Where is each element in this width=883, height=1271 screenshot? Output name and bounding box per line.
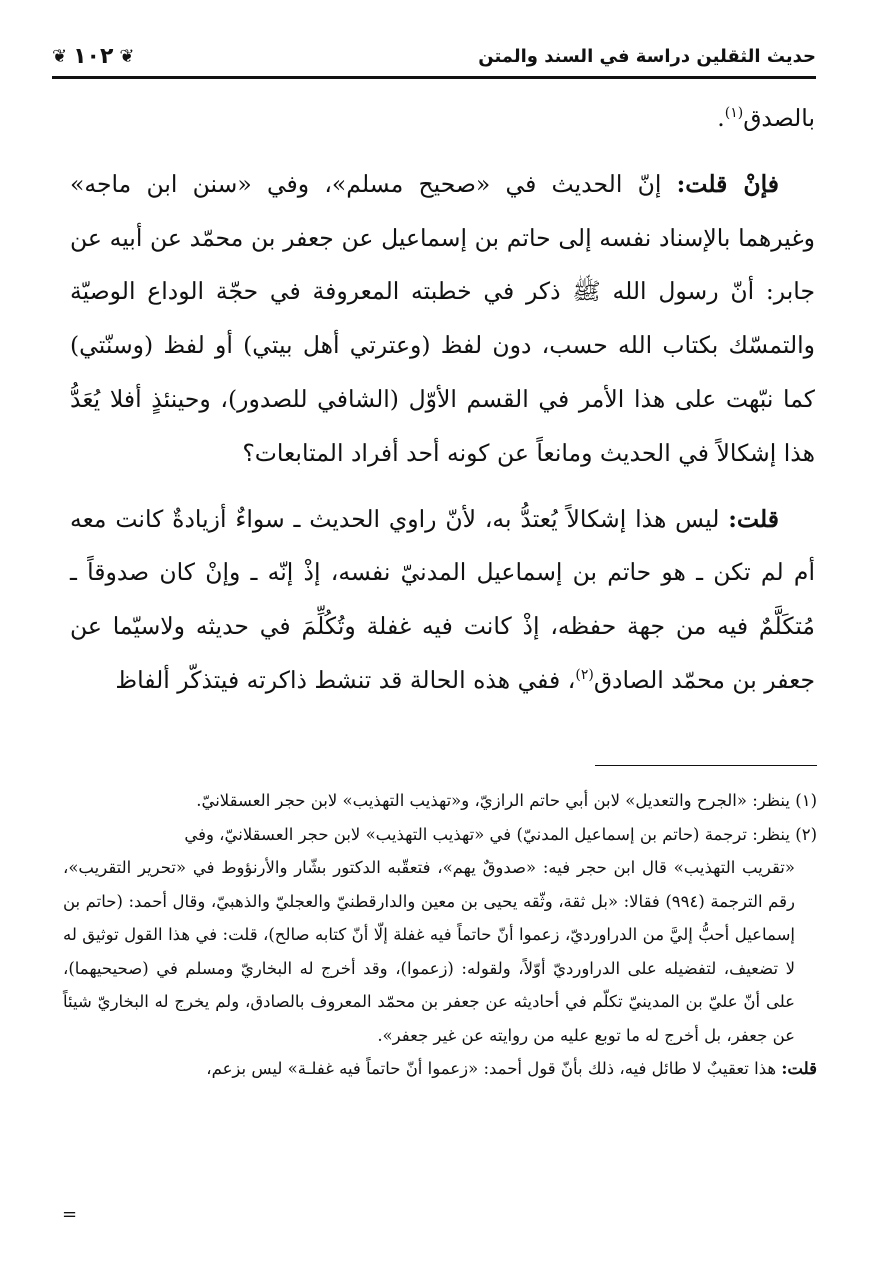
footnote-2-comment-text: هذا تعقيبٌ لا طائل فيه، ذلك بأنّ قول أحمد: «زعموا أنّ حاتماً فيه غفلـة» ليس بزعم، bbox=[206, 1059, 777, 1078]
running-header bbox=[52, 36, 816, 79]
footnotes bbox=[63, 784, 817, 1086]
paragraph-1-text: بالصدق bbox=[743, 104, 815, 132]
footnote-divider bbox=[595, 765, 817, 766]
ornament-icon: ❦ bbox=[52, 45, 68, 67]
continuation-mark: = bbox=[62, 1204, 78, 1225]
footnote-1: (١) ينظر: «الجرح والتعديل» لابن أبي حاتم الرازيّ، و«تهذيب التهذيب» لابن حجر العسقلانيّ. bbox=[196, 791, 817, 810]
footnote-2-rest: «تقريب التهذيب» قال ابن حجر فيه: «صدوقٌ يهم»، فتعقّبه الدكتور بشّار والأرنؤوط في «تحرير التقريب»، رقم الترجمة (٩٩٤) فقالا: «بل ثقة، وثّقه يحيى بن معين والدارقطنيّ والعجليّ والذهبيّ، وقال أحمد: (حاتم بن إسماعيل أحبُّ إليَّ من الدراورديّ، زعموا أنّ حاتماً فيه غفلة إلّا أنّ كتابه صالح)، قلت: في هذا القول توثيق له لا تضعيف، لتفضيله على الدراورديّ أوّلاً، ولقوله: (زعموا)، وقد أخرج له البخاريّ ومسلم في (صحيحيهما)، على أنّ عليّ بن المدينيّ تكلّم في أحاديثه عن جعفر بن محمّد المعروف بالصادق، ولم يخرج له البخاريّ شيئاً عن جعفر، بل أخرج له ما توبع عليه من روايته عن غير جعفر». bbox=[63, 858, 796, 1045]
paragraph-3 bbox=[70, 493, 815, 708]
running-title: حديث الثقلين دراسة في السند والمتن bbox=[478, 45, 816, 67]
footnote-ref-2: (٢) bbox=[575, 667, 594, 684]
page-number: ١٠٢ bbox=[73, 43, 114, 69]
paragraph-2 bbox=[70, 158, 815, 481]
paragraph-1 bbox=[70, 92, 815, 146]
paragraph-2-lead: فإنْ قلت: bbox=[676, 169, 779, 198]
paragraph-3-lead: قلت: bbox=[728, 504, 779, 533]
footnote-2-first-line: (٢) ينظر: ترجمة (حاتم بن إسماعيل المدنيّ) في «تهذيب التهذيب» لابن حجر العسقلانيّ، وفي bbox=[184, 824, 817, 844]
ornament-icon: ❦ bbox=[119, 45, 135, 67]
footnote-ref-1: (١) bbox=[724, 105, 744, 122]
paragraph-3-text: ليس هذا إشكالاً يُعتدُّ به، لأنّ راوي الحديث ـ سواءٌ أزيادةٌ كانت معه أم لم تكن ـ هو حاتم بن إسماعيل المدنيّ نفسه، إذْ إنّه ـ وإنْ كان صدوقاً ـ مُتكَلَّمٌ فيه من جهة حفظه، إذْ كانت فيه غفلة وتُكُلِّمَ في حديثه ولاسيّما عن جعفر بن محمّد الصادق bbox=[70, 504, 815, 694]
paragraph-3-end: ، ففي هذه الحالة قد تنشط ذاكرته فيتذكّر ألفاظ bbox=[115, 665, 576, 694]
paragraph-2-text: إنّ الحديث في «صحيح مسلم»، وفي «سنن ابن ماجه» وغيرهما بالإسناد نفسه إلى حاتم بن إسماعيل عن جعفر بن محمّد عن أبيه عن جابر: أنّ رسول الله ﷺ ذكر في خطبته المعروفة في حجّة الوداع الوصيّة والتمسّك بكتاب الله حسب، دون لفظ (وعترتي أهل بيتي) أو لفظ (وسنّتي) كما نبّهت على هذا الأمر في القسم الأوّل (الشافي للصدور)، وحينئذٍ أفلا يُعَدُّ هذا إشكالاً في الحديث ومانعاً عن كونه أحد أفراد المتابعات؟ bbox=[70, 169, 815, 467]
main-text bbox=[70, 92, 815, 720]
footnote-2-comment bbox=[63, 1052, 817, 1086]
footnote-2-lead: قلت: bbox=[781, 1059, 817, 1078]
paragraph-1-end: . bbox=[717, 104, 725, 132]
page-number-block bbox=[52, 44, 134, 69]
